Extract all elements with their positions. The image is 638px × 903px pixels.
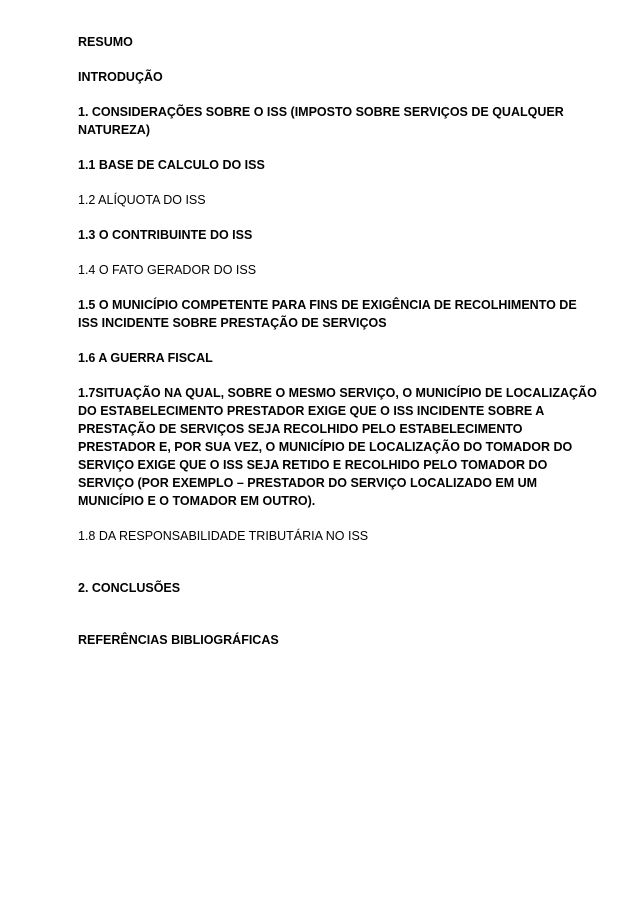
toc-entry-resumo: RESUMO: [78, 35, 133, 49]
toc-entry-section-1-1: 1.1 BASE DE CALCULO DO ISS: [78, 158, 265, 172]
toc-entry-section-1: 1. CONSIDERAÇÕES SOBRE O ISS (IMPOSTO SOBRE SERVIÇOS DE QUALQUER NATUREZA): [78, 105, 564, 137]
toc-entry-conclusoes: 2. CONCLUSÕES: [78, 581, 181, 595]
toc-entry-section-1-8: 1.8 DA RESPONSABILIDADE TRIBUTÁRIA NO ISS: [78, 529, 369, 543]
toc-entry-section-1-2: 1.2 ALÍQUOTA DO ISS: [78, 193, 206, 207]
toc-entry-section-1-3: 1.3 O CONTRIBUINTE DO ISS: [78, 228, 253, 242]
toc-entry-section-1-6: 1.6 A GUERRA FISCAL: [78, 351, 213, 365]
table-of-contents: [78, 33, 598, 666]
toc-entry-section-1-5: 1.5 O MUNICÍPIO COMPETENTE PARA FINS DE EXIGÊNCIA DE RECOLHIMENTO DE ISS INCIDENTE SOBRE PRESTAÇÃO DE SERVIÇOS: [78, 298, 577, 330]
toc-entry-referencias: REFERÊNCIAS BIBLIOGRÁFICAS: [78, 633, 279, 647]
toc-entry-section-1-7: 1.7SITUAÇÃO NA QUAL, SOBRE O MESMO SERVIÇO, O MUNICÍPIO DE LOCALIZAÇÃO DO ESTABELECIMENTO PRESTADOR EXIGE QUE O ISS INCIDENTE SOBRE A PRESTAÇÃO DE SERVIÇOS SEJA RECOLHIDO PELO ESTABELECIMENTO PRESTADOR E, POR SUA VEZ, O MUNICÍPIO DE LOCALIZAÇÃO DO TOMADOR DO SERVIÇO EXIGE QUE O ISS SEJA RETIDO E RECOLHIDO PELO TOMADOR DO SERVIÇO (POR EXEMPLO – PRESTADOR DO SERVIÇO LOCALIZADO EM UM MUNICÍPIO E O TOMADOR EM OUTRO).: [78, 386, 597, 508]
toc-entry-section-1-4: 1.4 O FATO GERADOR DO ISS: [78, 263, 257, 277]
toc-entry-introducao: INTRODUÇÃO: [78, 70, 163, 84]
